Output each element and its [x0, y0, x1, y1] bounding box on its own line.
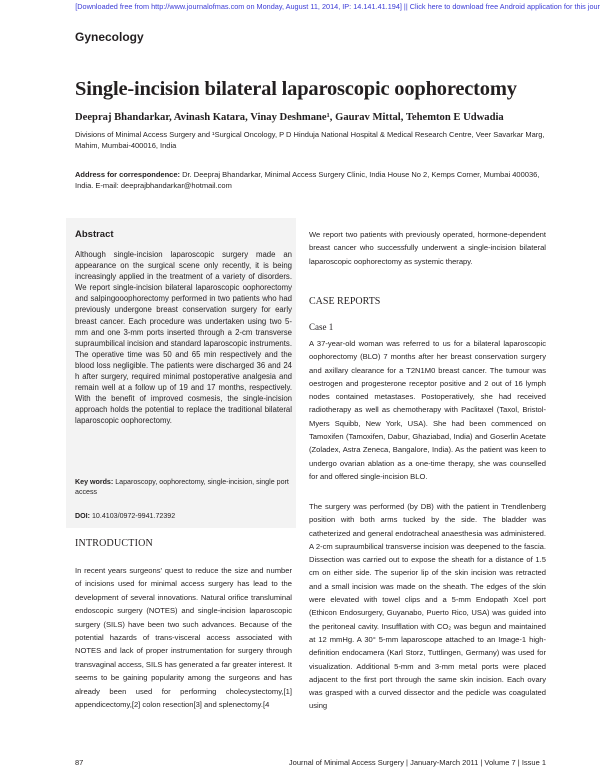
doi [75, 512, 292, 520]
keywords-text: Laparoscopy, oophorectomy, single-incision, single port access [75, 478, 289, 496]
affiliation: Divisions of Minimal Access Surgery and ¹Surgical Oncology, P D Hinduja National Hospital & Medical Research Centre, Veer Savarkar Marg, Mahim, Mumbai-400016, India [75, 130, 545, 150]
page-number: 87 [75, 758, 84, 767]
section-label: Gynecology [75, 30, 144, 44]
abstract-heading: Abstract [75, 229, 114, 240]
correspondence-label: Address for correspondence: [75, 170, 181, 179]
doi-label: DOI: [75, 512, 90, 520]
doi-text: 10.4103/0972-9941.72392 [89, 512, 176, 520]
keywords [75, 477, 292, 497]
download-banner[interactable]: [Downloaded free from http://www.journalofmas.com on Monday, August 11, 2014, IP: 14.141.41.194] || Click here to download free Android application for this jour [75, 2, 600, 11]
correspondence-text: Dr. Deepraj Bhandarkar, Minimal Access Surgery Clinic, India House No 2, Kemps Corner, Mumbai 400036, India. E-mail: deeprajbhandarkar@hotmail.com [75, 170, 540, 190]
abstract-text: Although single-incision laparoscopic surgery made an appearance on the surgical scene only recently, it is being increasingly applied in the treatment of a variety of disorders. We report single-incision bilateral laparoscopic oophorectomy and salpingooophorectomy performed in two patients who had previously undergone breast conservation surgery for early breast cancer. Each procedure was undertaken using two 5-mm and one 3-mm ports inserted through a 2-cm transverse supraumbilical incision and standard laparoscopic instruments. The operative time was 50 and 65 min respectively and the blood loss negligible. The patients were discharged 36 and 24 h after surgery, required minimal postoperative analgesia and remain well at a follow up of 19 and 17 months, respectively. With the benefit of improved cosmesis, the single-incision approach holds the potential to replace the traditional bilateral laparoscopic oophorectomy. [75, 250, 292, 426]
right-intro-paragraph: We report two patients with previously operated, hormone-dependent breast cancer who successfully underwent a single-incision bilateral laparoscopic oophorectomy as systemic therapy. [309, 230, 546, 266]
journal-footer: Journal of Minimal Access Surgery | January-March 2011 | Volume 7 | Issue 1 [288, 758, 546, 767]
introduction-heading: INTRODUCTION [75, 538, 153, 549]
case1-paragraph: A 37-year-old woman was referred to us for a bilateral laparoscopic oophorectomy (BLO) 7 months after her breast conservation surgery and axillary clearance for a T2N1M0 breast cancer. The tumour was oestrogen and progesterone receptor positive and 2 out of 16 lymph nodes contained metastases. Postoperatively, she had received radiotherapy as well as chemotherapy with Paclitaxel (Taxol, Bristol-Myers Squibb, New York, USA). She had been commenced on Tamoxifen (Tamoxifen, Dabur, Ghaziabad, India) and Goserlin Acetate (Zoladex, Astra Zeneca, Bangalore, India). As the patient was keen to undergo ovarian ablation as a one-time therapy, she was counselled for and offered single-incision BLO. [309, 339, 546, 481]
surgery-paragraph: The surgery was performed (by DB) with the patient in Trendlenberg position with both arms tucked by the side. The bladder was catheterized and general endotracheal anaesthesia was administered. A 2-cm supraumbilical transverse incision was deepened to the fascia. Dissection was carried out to expose the sheath for a distance of 1.5 cm on either side. The superior lip of the skin incision was retracted and a small incision was made on the sheath. The edges of the skin were elevated with towel clips and a 5-mm Endopath Xcel port (Ethicon Endosurgery, Guyanabo, Puerto Rico, USA) was guided into the peritoneal cavity. Insufflation with CO₂ was begun and maintained at 12 mmHg. A 30° 5-mm laparoscope attached to an Image-1 high-definition endocamera (Karl Storz, Tuttlingen, Germany) was used for visualization. Additional 5-mm and 3-mm metal ports were placed adjacent to the first port through the same skin incision. Each ovary was grasped with a curved dissector and the pedicle was coagulated using [309, 502, 546, 711]
author-list: Deepraj Bhandarkar, Avinash Katara, Vinay Deshmane¹, Gaurav Mittal, Tehemton E Udwadia [75, 112, 504, 123]
introduction-text: In recent years surgeons' quest to reduce the size and number of incisions used for minimal access surgery has lead to the development of several innovations. Natural orifice transluminal endoscopic surgery (NOTES) and single-incision laparoscopic surgery (SILS) have been two such advances. Because of the potential hazards of trans-visceral access associated with NOTES and lack of proper instrumentation for surgery through transvaginal access, SILS has generated a far greater interest. It seems to be gaining popularity among the surgeons and has already been used for performing cholecystectomy,[1] appendicectomy,[2] colon resection[3] and splenectomy.[4 [75, 566, 292, 710]
article-title: Single-incision bilateral laparoscopic oophorectomy [75, 78, 517, 100]
correspondence [75, 169, 555, 191]
case1-heading: Case 1 [309, 322, 334, 332]
case-reports-heading: CASE REPORTS [309, 296, 381, 307]
keywords-label: Key words: [75, 478, 114, 486]
